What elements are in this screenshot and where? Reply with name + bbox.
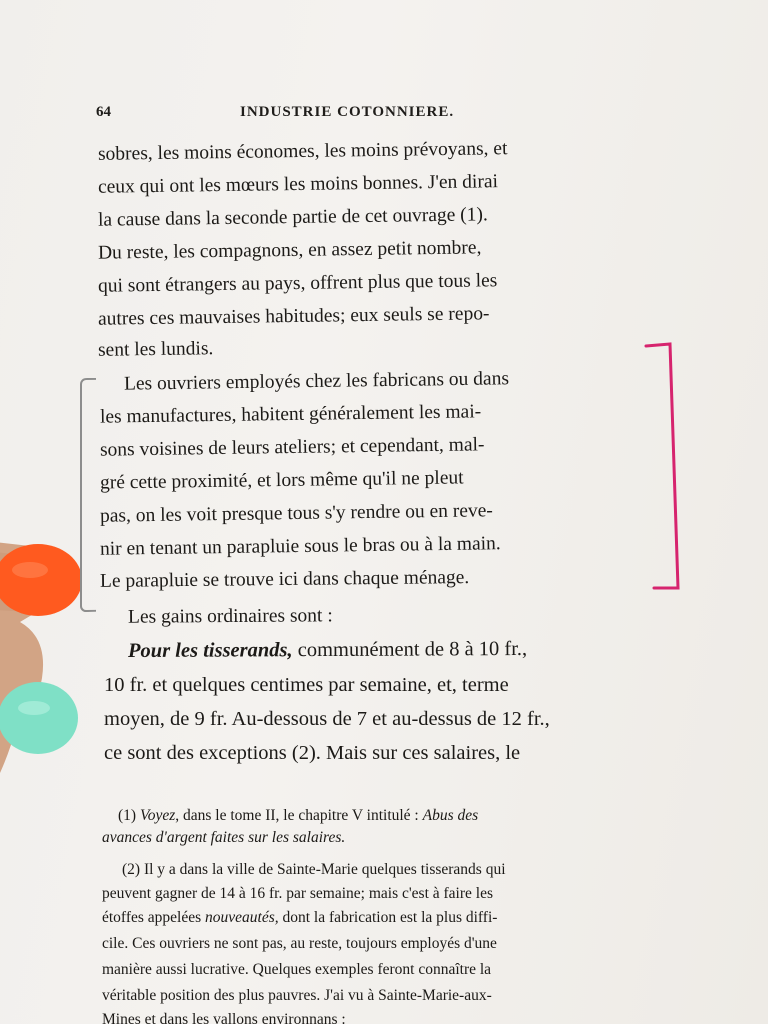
footnote-2-line [102, 908, 497, 928]
footnote-1-line: avances d'argent faites sur les salaires. [102, 829, 346, 846]
text-line: Le parapluie se trouve ici dans chaque ménage. [99, 567, 470, 592]
footnote-2-line: peuvent gagner de 14 à 16 fr. par semaine; mais c'est à faire les [102, 885, 493, 902]
text-line: Les gains ordinaires sont : [127, 605, 333, 628]
finger-image [0, 538, 80, 858]
text-line: gré cette proximité, et lors même qu'il ne pleut [99, 467, 464, 494]
page-number: 64 [96, 104, 111, 120]
text-line: sobres, les moins économes, les moins prévoyans, et [97, 138, 508, 165]
footnote-1-line [118, 806, 478, 826]
footnote-text: , dans le tome II, le chapitre V intitulé : [175, 807, 423, 824]
footnote-text: dont la fabrication est la plus diffi- [278, 909, 498, 926]
text-line: ceux qui ont les mœurs les moins bonnes. J'en dirai [97, 171, 499, 198]
text-line: Du reste, les compagnons, en assez petit nombre, [97, 237, 482, 264]
text-line: sent les lundis. [97, 338, 214, 361]
pencil-bracket-mark [80, 378, 96, 612]
footnote-2-line: (2) Il y a dans la ville de Sainte-Marie quelques tisserands qui [122, 861, 506, 878]
text-line: pas, on les voit presque tous s'y rendre ou en reve- [99, 500, 493, 527]
text-line: 10 fr. et quelques centimes par semaine, et, terme [104, 674, 509, 696]
footnote-text: étoffes appelées [102, 909, 205, 926]
text-line: ce sont des exceptions (2). Mais sur ces salaires, le [104, 742, 521, 764]
text-line: sons voisines de leurs ateliers; et cependant, mal- [99, 434, 485, 461]
wage-heading: Pour les tisserands, [127, 639, 293, 663]
text-line: Les ouvriers employés chez les fabricans ou dans [123, 368, 510, 395]
text-line: autres ces mauvaises habitudes; eux seuls se repo- [97, 303, 490, 330]
footnote-italic: nouveautés, [205, 909, 279, 926]
wage-line [128, 637, 527, 663]
footnote-2-line: Mines et dans les vallons environnans : [102, 1011, 346, 1024]
footnote-title: Abus des [422, 807, 479, 824]
footnote-marker: (1) [118, 807, 140, 824]
text-line: nir en tenant un parapluie sous le bras ou à la main. [99, 533, 501, 560]
text-line: la cause dans la seconde partie de cet ouvrage (1). [97, 204, 488, 231]
footnote-2-line: véritable position des plus pauvres. J'ai vu à Sainte-Marie-aux- [102, 987, 492, 1004]
text-line: moyen, de 9 fr. Au-dessous de 7 et au-dessus de 12 fr., [104, 708, 550, 730]
running-title: INDUSTRIE COTONNIERE. [240, 104, 455, 120]
wage-line-rest: communément de 8 à 10 fr., [292, 637, 528, 662]
text-line: les manufactures, habitent généralement les mai- [99, 401, 482, 428]
footnote-2-line: manière aussi lucrative. Quelques exemples feront connaître la [102, 961, 492, 978]
text-line: qui sont étrangers au pays, offrent plus que tous les [97, 270, 498, 297]
footnote-voyez: Voyez [139, 807, 176, 824]
footnote-2-line: cile. Ces ouvriers ne sont pas, au reste, toujours employés d'une [102, 935, 497, 952]
pink-bracket-mark [640, 342, 680, 590]
